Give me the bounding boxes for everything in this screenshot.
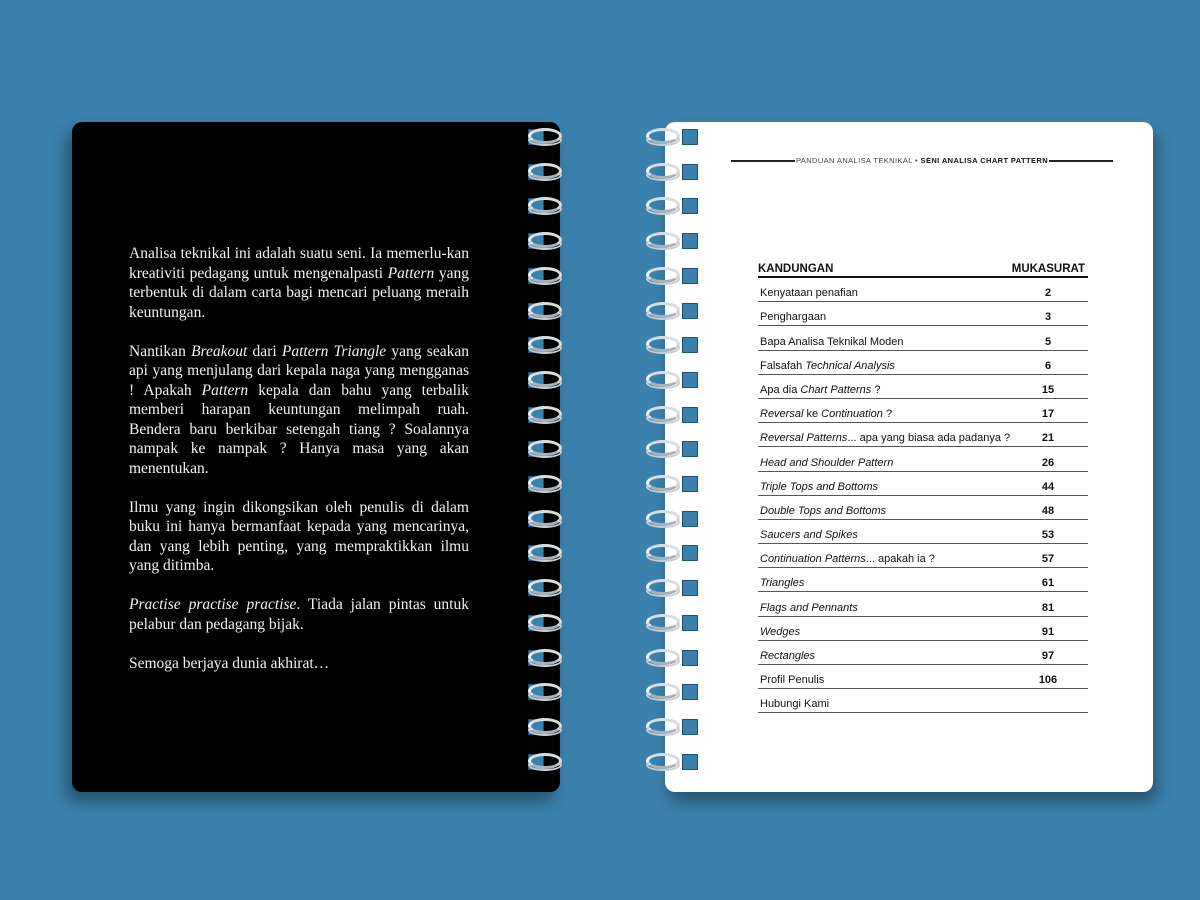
toc-row	[758, 592, 1088, 616]
binding-ring	[522, 128, 702, 150]
toc-title	[758, 408, 1018, 422]
binding-ring	[522, 163, 702, 185]
ring-wire-icon	[646, 134, 680, 146]
text-run: yang terbentuk di dalam carta bagi mencari peluang meraih keuntungan.	[129, 264, 469, 321]
toc-page-number: 61	[1041, 577, 1055, 590]
toc-title	[758, 529, 1018, 543]
toc-title-run: Penghargaan	[760, 311, 827, 324]
toc-title	[758, 336, 1018, 350]
ring-wire-icon	[528, 481, 562, 493]
ring-wire-icon	[646, 759, 680, 771]
toc-row	[758, 351, 1088, 375]
header-rule-right	[1049, 160, 1113, 162]
text-run: Analisa teknikal ini adalah suatu seni. Ia memerlu-kan kreativiti pedagang untuk mengenalpasti	[129, 245, 469, 282]
binding-hole-icon	[682, 198, 698, 214]
intro-text	[129, 244, 469, 673]
ring-wire-icon	[528, 516, 562, 528]
binding-hole-icon	[682, 545, 698, 561]
toc-page-number: 17	[1041, 408, 1055, 421]
toc-title	[758, 698, 1018, 712]
ring-wire-icon	[528, 550, 562, 562]
binding-ring	[522, 649, 702, 671]
toc-page-number: 15	[1041, 383, 1055, 396]
toc-row	[758, 447, 1088, 471]
toc-title	[758, 360, 1018, 374]
toc-page-number: 81	[1041, 601, 1055, 614]
toc-title	[758, 553, 1018, 567]
ring-wire-icon	[646, 689, 680, 701]
toc-title-run: Triple Tops and Bottoms	[760, 480, 879, 493]
ring-wire-icon	[528, 724, 562, 736]
binding-hole-icon	[682, 615, 698, 631]
binding-ring	[522, 579, 702, 601]
toc-title-run: Profil Penulis	[760, 674, 825, 687]
text-run: Ilmu yang ingin dikongsikan oleh penulis di dalam buku ini hanya bermanfaat kepada yang mencarinya, dan yang lebih penting, yang mempraktikkan ilmu yang ditimba.	[129, 498, 469, 574]
toc-row	[758, 278, 1088, 302]
ring-wire-icon	[646, 481, 680, 493]
paragraph	[129, 342, 469, 479]
toc-row	[758, 617, 1088, 641]
ring-wire-icon	[528, 203, 562, 215]
binding-hole-icon	[682, 441, 698, 457]
ring-wire-icon	[646, 620, 680, 632]
binding-ring	[522, 440, 702, 462]
toc-title-run: ?	[871, 383, 881, 396]
binding-ring	[522, 371, 702, 393]
table-of-contents	[758, 260, 1088, 713]
toc-title	[758, 650, 1018, 664]
toc-title-run: Double Tops and Bottoms	[760, 504, 887, 517]
binding-hole-icon	[682, 719, 698, 735]
binding-hole-icon	[682, 303, 698, 319]
toc-title	[758, 577, 1018, 591]
ring-wire-icon	[528, 620, 562, 632]
toc-title	[758, 457, 1018, 471]
header-separator: •	[912, 156, 921, 165]
binding-hole-icon	[682, 650, 698, 666]
toc-title	[758, 384, 1018, 398]
ring-wire-icon	[528, 342, 562, 354]
toc-page-number: 97	[1041, 650, 1055, 662]
ring-wire-icon	[528, 238, 562, 250]
text-run: kepala dan bahu yang terbalik memberi harapan keuntungan melimpah ruah. Bendera baru berkibar setengah tiang ? Soalannya nampak ke nampak ? Hanya masa yang akan menentukan.	[129, 381, 469, 477]
toc-row	[758, 665, 1088, 689]
toc-page-number: 3	[1044, 311, 1052, 324]
binding-ring	[522, 336, 702, 358]
binding-ring	[522, 683, 702, 705]
ring-wire-icon	[528, 134, 562, 146]
toc-row	[758, 302, 1088, 326]
ring-wire-icon	[646, 585, 680, 597]
toc-page-heading: MUKASURAT	[1011, 263, 1085, 275]
binding-hole-icon	[682, 407, 698, 423]
ring-wire-icon	[528, 273, 562, 285]
binding-ring	[522, 475, 702, 497]
text-run: Practise practise practise	[129, 596, 297, 613]
toc-page-number: 91	[1041, 625, 1055, 638]
toc-page-number	[1018, 710, 1078, 712]
left-page	[72, 122, 560, 792]
binding-ring	[522, 544, 702, 566]
toc-title	[758, 311, 1018, 325]
toc-title	[758, 674, 1018, 688]
toc-row	[758, 399, 1088, 423]
toc-heading: KANDUNGAN	[758, 263, 834, 275]
text-run: dari	[247, 342, 282, 360]
header-series: PANDUAN ANALISA TEKNIKAL	[795, 156, 913, 165]
binding-ring	[522, 197, 702, 219]
binding-ring	[522, 753, 702, 775]
binding-hole-icon	[682, 268, 698, 284]
toc-row	[758, 472, 1088, 496]
toc-title-run: Falsafah	[760, 359, 806, 372]
ring-wire-icon	[646, 203, 680, 215]
ring-wire-icon	[528, 412, 562, 424]
toc-title-run: Reversal	[760, 408, 804, 421]
toc-page-number: 6	[1044, 359, 1052, 372]
toc-page-number: 44	[1041, 480, 1055, 493]
paragraph	[129, 654, 469, 674]
ring-wire-icon	[646, 169, 680, 181]
toc-title-run: Kenyataan penafian	[760, 287, 858, 300]
ring-wire-icon	[646, 516, 680, 528]
toc-title-run: Continuation Patterns	[760, 553, 866, 566]
running-header	[731, 156, 1113, 168]
ring-wire-icon	[646, 308, 680, 320]
toc-title-run: ... apakah ia ?	[865, 553, 935, 566]
binding-hole-icon	[682, 164, 698, 180]
ring-wire-icon	[646, 377, 680, 389]
ring-wire-icon	[646, 550, 680, 562]
binding-ring	[522, 267, 702, 289]
binding-ring	[522, 302, 702, 324]
toc-rows	[758, 278, 1088, 713]
toc-row	[758, 423, 1088, 447]
toc-title-run: Reversal Patterns	[760, 432, 848, 445]
toc-title	[758, 481, 1018, 495]
toc-page-number: 26	[1041, 456, 1055, 469]
text-run: Semoga berjaya dunia akhirat…	[129, 654, 330, 672]
toc-title-run: Head and Shoulder Pattern	[760, 456, 894, 469]
toc-title-run: Saucers and Spikes	[760, 529, 858, 542]
toc-row	[758, 326, 1088, 350]
toc-title	[758, 287, 1018, 301]
text-run: . Tiada jalan pintas untuk pelabur dan pedagang bijak.	[129, 596, 469, 633]
toc-title-run: Flags and Pennants	[760, 601, 858, 614]
ring-wire-icon	[646, 412, 680, 424]
text-run: Pattern	[387, 264, 435, 282]
ring-wire-icon	[528, 169, 562, 181]
ring-wire-icon	[528, 308, 562, 320]
ring-wire-icon	[528, 377, 562, 389]
binding-hole-icon	[682, 129, 698, 145]
toc-title-run: ?	[882, 408, 893, 421]
toc-title	[758, 626, 1018, 640]
binding-ring	[522, 718, 702, 740]
toc-title-run: Apa dia	[760, 383, 801, 396]
paragraph	[129, 498, 469, 576]
toc-title-run: Chart Patterns	[800, 383, 872, 396]
toc-title	[758, 505, 1018, 519]
text-run: yang seakan api yang menjulang dari kepala naga yang mengganas ! Apakah	[129, 342, 469, 399]
toc-page-number: 106	[1038, 674, 1058, 687]
ring-wire-icon	[528, 655, 562, 667]
toc-title-run: Triangles	[760, 577, 805, 590]
toc-row	[758, 641, 1088, 665]
text-run: Nantikan	[129, 342, 192, 360]
ring-wire-icon	[646, 655, 680, 667]
toc-page-number: 48	[1041, 504, 1055, 517]
toc-title-run: Continuation	[821, 408, 883, 421]
toc-row	[758, 520, 1088, 544]
binding-ring	[522, 614, 702, 636]
toc-title-run: Wedges	[760, 625, 801, 638]
binding-hole-icon	[682, 580, 698, 596]
ring-wire-icon	[528, 446, 562, 458]
binding-hole-icon	[682, 754, 698, 770]
ring-wire-icon	[646, 724, 680, 736]
toc-title	[758, 432, 1018, 446]
toc-title-run: Rectangles	[760, 650, 816, 662]
toc-title-run: Hubungi Kami	[760, 698, 830, 711]
binding-hole-icon	[682, 372, 698, 388]
spiral-binding	[522, 128, 702, 788]
text-run: Pattern Triangle	[281, 342, 387, 360]
ring-wire-icon	[528, 689, 562, 701]
paragraph	[129, 244, 469, 322]
toc-page-number: 5	[1044, 335, 1052, 348]
binding-hole-icon	[682, 476, 698, 492]
ring-wire-icon	[528, 585, 562, 597]
toc-title-run: Bapa Analisa Teknikal Moden	[760, 335, 904, 348]
paragraph	[129, 595, 469, 634]
toc-title-run: Technical Analysis	[805, 359, 895, 372]
ring-wire-icon	[646, 342, 680, 354]
text-run: Breakout	[191, 342, 248, 360]
right-page	[665, 122, 1153, 792]
header-book-title: SENI ANALISA CHART PATTERN	[920, 156, 1049, 165]
toc-page-number: 21	[1041, 432, 1055, 445]
toc-row	[758, 689, 1088, 713]
binding-hole-icon	[682, 511, 698, 527]
binding-hole-icon	[682, 337, 698, 353]
toc-title	[758, 602, 1018, 616]
binding-ring	[522, 406, 702, 428]
toc-page-number: 53	[1041, 529, 1055, 542]
toc-row	[758, 544, 1088, 568]
ring-wire-icon	[646, 273, 680, 285]
ring-wire-icon	[646, 446, 680, 458]
ring-wire-icon	[528, 759, 562, 771]
toc-row	[758, 496, 1088, 520]
toc-row	[758, 375, 1088, 399]
binding-hole-icon	[682, 684, 698, 700]
ring-wire-icon	[646, 238, 680, 250]
toc-header	[758, 260, 1088, 278]
toc-row	[758, 568, 1088, 592]
toc-title-run: ke	[803, 408, 822, 421]
toc-page-number: 57	[1041, 553, 1055, 566]
toc-title-run: ... apa yang biasa ada padanya ?	[847, 432, 1011, 445]
text-run: Pattern	[201, 381, 249, 399]
binding-hole-icon	[682, 233, 698, 249]
toc-page-number: 2	[1044, 287, 1052, 300]
binding-ring	[522, 232, 702, 254]
binding-ring	[522, 510, 702, 532]
